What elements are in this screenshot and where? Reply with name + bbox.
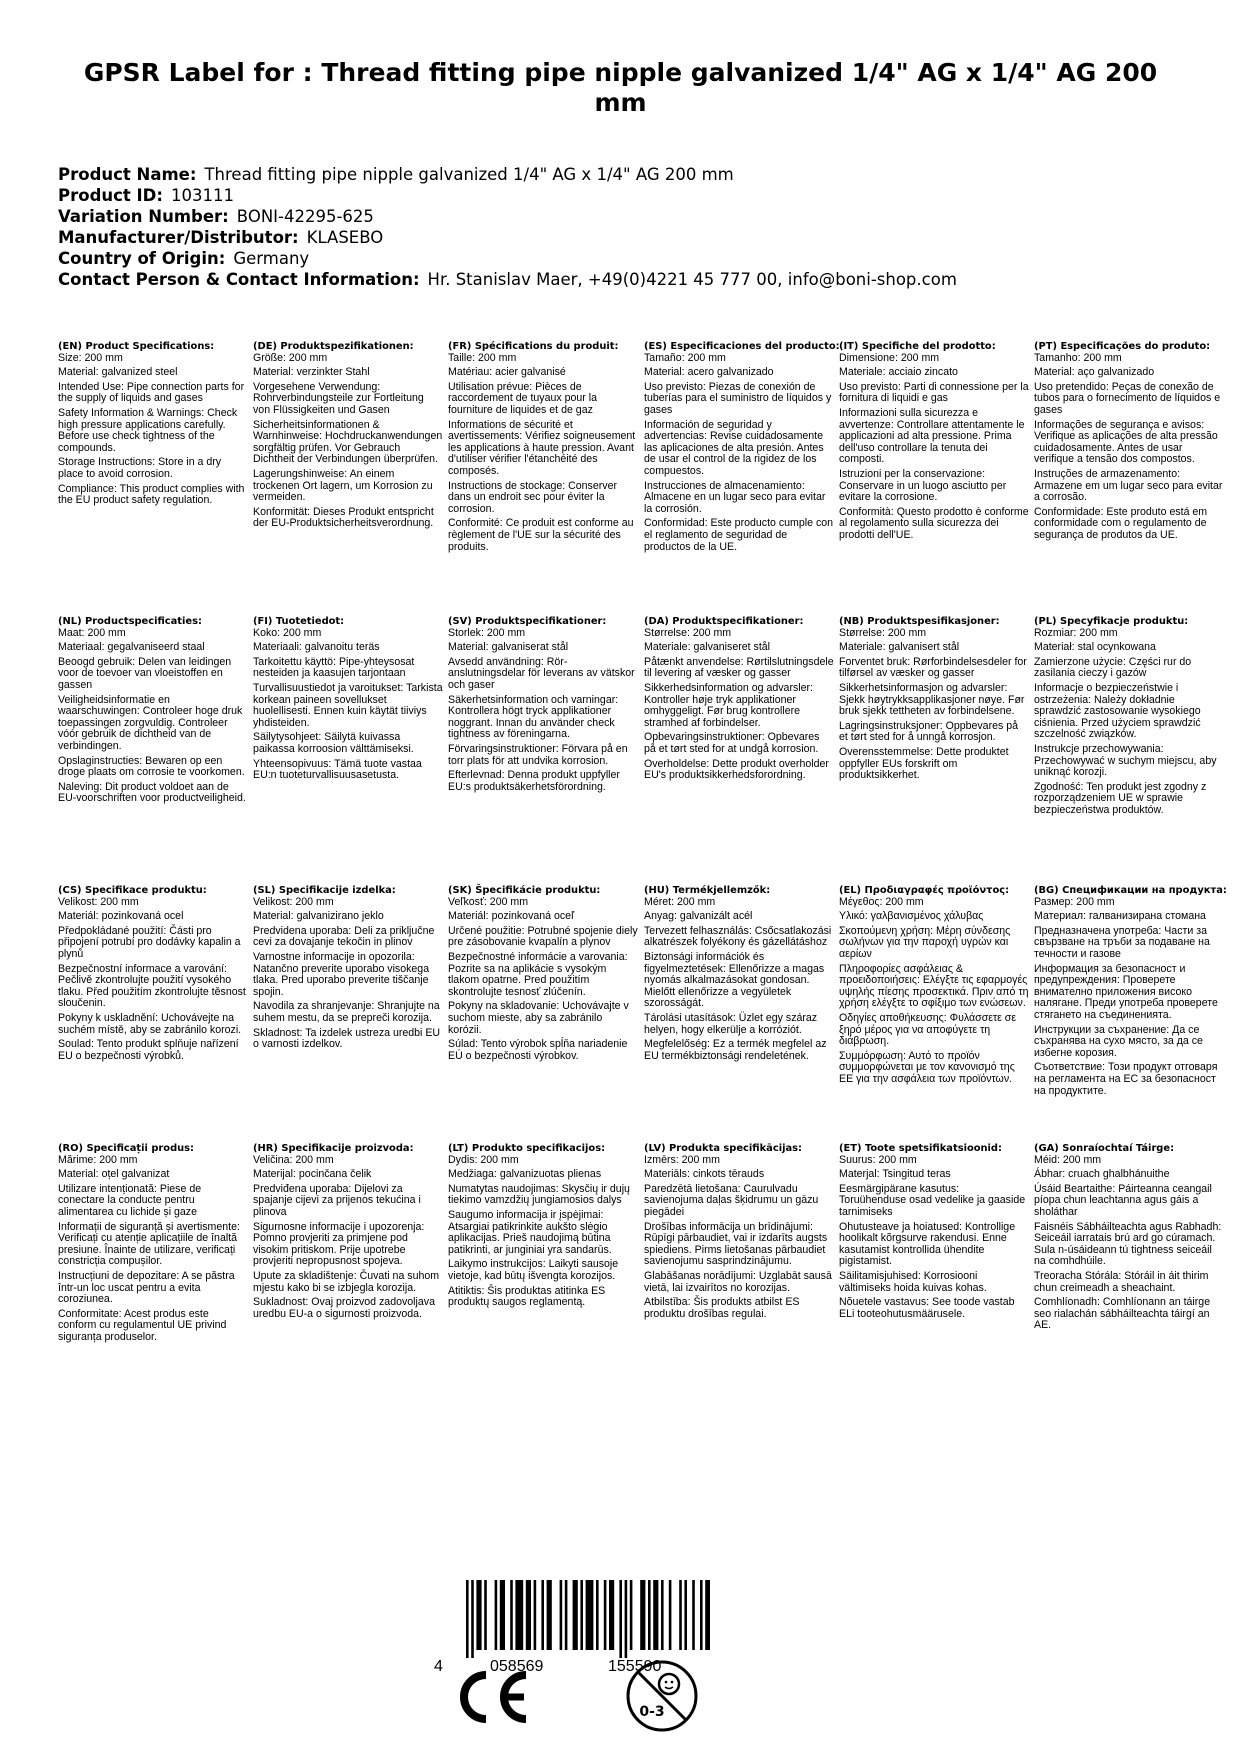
age-warning-icon — [624, 1658, 700, 1734]
spec-field: Drošības informācija un brīdinājumi: Rūpīgi pārbaudiet, vai ir izdarīts augsts spiediens. Pirms lietošanas pārbaudiet savienojumu sasprindzinājumu. — [644, 1220, 828, 1268]
spec-block-hu — [644, 885, 834, 1065]
spec-field: Material: galvanized steel — [58, 366, 178, 379]
spec-block-fr — [448, 341, 638, 556]
info-label: Variation Number: — [58, 207, 229, 226]
info-row-product-name — [58, 164, 1208, 185]
spec-field: Yhteensopivuus: Tämä tuote vastaa EU:n tuoteturvallisuusasetusta. — [253, 757, 422, 782]
spec-field: Πληροφορίες ασφάλειας & προειδοποιήσεις: Ελέγξτε τις εφαρμογές υψηλής πίεσης προσεκτικά. Πριν από τη χρήση ελέγξτε το σφίξιμο των ενώσεων. — [839, 962, 1029, 1010]
spec-field: Saugumo informacija ir įspėjimai: Atsargiai patikrinkite aukšto slėgio aplikacijas. Prieš naudojimą būtina patikrinti, ar junginiai yra sandarūs. — [448, 1208, 612, 1256]
spec-block-cs — [58, 885, 248, 1065]
spec-block-en — [58, 341, 248, 510]
spec-field: Lagerungshinweise: An einem trockenen Ort lagern, um Korrosion zu vermeiden. — [253, 467, 433, 504]
spec-field: Varnostne informacije in opozorila: Natančno preverite uporabo visokega tlaka. Pred uporabo preverite tiščanje spojin. — [253, 950, 430, 998]
barcode-bar — [679, 1580, 682, 1650]
barcode-bar — [609, 1580, 614, 1650]
spec-field: Conformité: Ce produit est conforme au règlement de l'UE sur la sécurité des produits. — [448, 517, 634, 553]
spec-heading: (ES) Especificaciones del producto: — [644, 341, 840, 352]
spec-field: Konformität: Dieses Produkt entspricht der EU-Produktsicherheitsverordnung. — [253, 505, 434, 530]
page-title: GPSR Label for : Thread fitting pipe nipple galvanized 1/4" AG x 1/4" AG 200 mm — [83, 58, 1158, 117]
spec-field: Beoogd gebruik: Delen van leidingen voor de toevoer van vloeistoffen en gassen — [58, 655, 232, 691]
spec-field: Lagringsinstruksjoner: Oppbevares på et tørt sted for å unngå korrosjon. — [839, 719, 1019, 744]
spec-field: Size: 200 mm — [58, 351, 123, 364]
spec-heading: (IT) Specifiche del prodotto: — [839, 341, 996, 352]
info-value: Thread fitting pipe nipple galvanized 1/4" AG x 1/4" AG 200 mm — [204, 165, 734, 184]
spec-block-es — [644, 341, 840, 556]
barcode-bar — [596, 1580, 599, 1650]
spec-field: Säilytysohjeet: Säilytä kuivassa paikassa korroosion välttämiseksi. — [253, 731, 414, 755]
spec-field: Overholdelse: Dette produkt overholder EU's produktsikkerhedsforordning. — [644, 757, 829, 782]
spec-heading: (PT) Especificações do produto: — [1034, 341, 1211, 352]
spec-field: Sikkerhedsinformation og advarsler: Kontroller høje tryk applikationer omhyggeligt. Før brug kontrollere stramhed af forbindelser. — [644, 681, 813, 729]
spec-field: Tarkoitettu käyttö: Pipe-yhteysosat nesteiden ja kaasujen tarjontaan — [253, 655, 415, 680]
spec-field: Faisnéis Sábháilteachta agus Rabhadh: Seiceáil iarratais brú ard go cúramach. Sula n-úsáideann tú tightness seiceáil na comhdhúile. — [1034, 1220, 1222, 1268]
spec-block-bg — [1034, 885, 1227, 1100]
spec-heading: (DE) Produktspezifikationen: — [253, 341, 414, 352]
spec-field: Megfelelőség: Ez a termék megfelel az EU termékbiztonsági rendeletének. — [644, 1038, 827, 1062]
spec-field: Vorgesehene Verwendung: Rohrverbindungsteile zur Fortleitung von Flüssigkeiten und Gasen — [253, 380, 424, 416]
spec-field: Storage Instructions: Store in a dry place to avoid corrosion. — [58, 456, 222, 480]
spec-block-fi — [253, 616, 443, 785]
spec-field: Nõuetele vastavus: See toode vastab ELi tooteohutusmäärusele. — [839, 1296, 1015, 1320]
barcode-bars — [464, 1580, 710, 1658]
spec-field: Säilitamisjuhised: Korrosiooni vältimiseks hoida kuivas kohas. — [839, 1269, 987, 1294]
spec-field: Comhlíonadh: Comhlíonann an táirge seo rialachán sábháilteachta táirgí an AE. — [1034, 1296, 1211, 1332]
spec-heading: (LT) Produkto specifikacijos: — [448, 1143, 606, 1154]
barcode-bar — [604, 1580, 607, 1650]
age-warning-label: 0-3 — [639, 1704, 665, 1720]
barcode-bar — [484, 1580, 487, 1650]
info-label: Product ID: — [58, 186, 163, 205]
spec-field: Informations de sécurité et avertissements: Vérifiez soigneusement les applications à haute pression. Avant d'utiliser vérifier l'étanchéité des composés. — [448, 418, 636, 477]
barcode-bar — [560, 1580, 563, 1650]
spec-field: Velikost: 200 mm — [253, 895, 334, 908]
spec-heading: (SK) Špecifikácie produktu: — [448, 885, 601, 896]
spec-field: Numatytas naudojimas: Skysčių ir dujų tiekimo vamzdžių jungiamosios dalys — [448, 1182, 630, 1207]
spec-field: Materiale: galvaniseret stål — [644, 641, 771, 654]
spec-field: Conformitate: Acest produs este conform cu regulamentul UE privind siguranța produselor. — [58, 1307, 227, 1343]
spec-field: Atbilstība: Šis produkts atbilst ES produktu drošības regulai. — [644, 1296, 800, 1320]
spec-block-et — [839, 1143, 1029, 1323]
barcode-bar — [705, 1580, 710, 1650]
spec-field: Bezpečnostné informácie a varovania: Pozrite sa na aplikácie s vysokým tlakom opatrne. Pred použitím skontrolujte tesnosť zlúčenín. — [448, 950, 628, 998]
spec-field: Mărime: 200 mm — [58, 1153, 138, 1166]
spec-field: Zamierzone użycie: Części rur do zasilania cieczy i gazów — [1034, 655, 1192, 680]
spec-field: Υλικό: γαλβανισμένος χάλυβας — [839, 910, 984, 923]
spec-field: Overensstemmelse: Dette produktet oppfyller EUs forskrift om produktsikkerhet. — [839, 745, 1009, 782]
spec-field: Informații de siguranță și avertismente: Verificați cu atenție aplicațiile de înaltă presiune. Înainte de utilizare, verificați constricția compușilor. — [58, 1220, 240, 1268]
spec-field: Material: aço galvanizado — [1034, 366, 1155, 379]
barcode-digits-left: 058569 — [490, 1658, 544, 1675]
spec-field: Material: galvanizirano jeklo — [253, 910, 384, 923]
spec-field: Súlad: Tento výrobok spĺňa nariadenie EÚ o bezpečnosti výrobkov. — [448, 1038, 628, 1062]
spec-field: Размер: 200 mm — [1034, 895, 1115, 908]
spec-field: Turvallisuustiedot ja varoitukset: Tarkista korkean paineen sovellukset huolellisesti. Ennen kuin käytät tiiviys yhdisteiden. — [253, 681, 443, 729]
spec-field: Предназначена употреба: Части за свързване на тръби за подаване на течности и газове — [1034, 924, 1210, 960]
spec-field: Materiaali: galvanoitu teräs — [253, 641, 380, 654]
spec-field: Pokyny k uskladnění: Uchovávejte na suchém místě, aby se zabránilo korozi. — [58, 1011, 242, 1036]
spec-field: Laikymo instrukcijos: Laikyti sausoje vietoje, kad būtų išvengta korozijos. — [448, 1258, 619, 1282]
spec-field: Uso previsto: Piezas de conexión de tuberías para el suministro de líquidos y gases — [644, 380, 832, 416]
spec-field: Úsáid Beartaithe: Páirteanna ceangail píopa chun leachtanna agus gáis a sholáthar — [1034, 1182, 1212, 1218]
spec-field: Информация за безопасност и предупреждения: Проверете внимателно приложения високо налягане. Преди употреба проверете стягането на съединенията. — [1034, 962, 1218, 1021]
spec-heading: (NL) Productspecificaties: — [58, 616, 202, 627]
spec-field: Tamaño: 200 mm — [644, 351, 726, 364]
info-label: Product Name: — [58, 165, 197, 184]
spec-field: Uso previsto: Parti di connessione per la fornitura di liquidi e gas — [839, 380, 1029, 405]
spec-field: Naleving: Dit product voldoet aan de EU-voorschriften voor productveiligheid. — [58, 780, 246, 805]
barcode-bar — [648, 1580, 651, 1650]
spec-field: Eesmärgipärane kasutus: Toruühenduse osad vedelike ja gaaside tarnimiseks — [839, 1182, 1026, 1218]
spec-block-ro — [58, 1143, 248, 1347]
spec-heading: (CS) Specifikace produktu: — [58, 885, 207, 896]
spec-field: Medžiaga: galvanizuotas plienas — [448, 1168, 602, 1181]
spec-field: Materiale: galvanisert stål — [839, 641, 960, 654]
spec-field: Suurus: 200 mm — [839, 1153, 917, 1166]
barcode-bar — [669, 1580, 672, 1650]
spec-field: Veličina: 200 mm — [253, 1153, 334, 1166]
spec-field: Förvaringsinstruktioner: Förvara på en torr plats för att undvika korrosion. — [448, 742, 628, 767]
spec-field: Инструкции за съхранение: Да се съхранява на сухо място, за да се избегне корозия. — [1034, 1023, 1203, 1059]
spec-block-de — [253, 341, 443, 533]
barcode-bar — [515, 1580, 523, 1650]
spec-block-lt — [448, 1143, 638, 1312]
spec-field: Opbevaringsinstruktioner: Opbevares på et tørt sted for at undgå korrosion. — [644, 731, 820, 755]
spec-field: Opslaginstructies: Bewaren op een droge plaats om corrosie te voorkomen. — [58, 754, 245, 779]
spec-field: Tárolási utasítások: Üzlet egy száraz helyen, hogy elkerülje a korróziót. — [644, 1011, 818, 1036]
barcode-bar — [510, 1580, 513, 1650]
info-label: Manufacturer/Distributor: — [58, 228, 299, 247]
spec-block-sv — [448, 616, 638, 796]
spec-field: Taille: 200 mm — [448, 351, 517, 364]
info-row-contact — [58, 269, 1208, 290]
barcode-bar — [526, 1580, 531, 1650]
spec-field: Instrucțiuni de depozitare: A se păstra într-un loc uscat pentru a evita coroziunea. — [58, 1269, 235, 1306]
spec-field: Informazioni sulla sicurezza e avvertenze: Controllare attentamente le applicazioni ad alta pressione. Prima dell'uso controllare la tenuta dei composti. — [839, 406, 1025, 466]
spec-field: Συμμόρφωση: Αυτό το προϊόν συμμορφώνεται με τον κανονισμό της ΕΕ για την ασφάλεια των προϊόντων. — [839, 1049, 1015, 1085]
spec-field: Съответствие: Този продукт отговаря на регламента на ЕС за безопасност на продуктите. — [1034, 1061, 1218, 1097]
spec-field: Материал: галванизирана стомана — [1034, 910, 1206, 923]
spec-field: Størrelse: 200 mm — [839, 626, 927, 639]
spec-field: Säkerhetsinformation och varningar: Kontrollera högt tryck applikationer noggrant. Innan du använder check tightness av föreningarna. — [448, 693, 619, 741]
barcode-digits-right: 155590 — [608, 1658, 662, 1675]
spec-field: Materjal: Tsingitud teras — [839, 1168, 951, 1181]
spec-field: Materiál: pozinkovaná oceľ — [448, 910, 575, 923]
spec-block-hr — [253, 1143, 443, 1323]
info-value: KLASEBO — [306, 228, 384, 247]
spec-field: Conformidade: Este produto está em conformidade com o regulamento de segurança de produtos da UE. — [1034, 505, 1208, 541]
spec-heading: (FR) Spécifications du produit: — [448, 341, 619, 352]
spec-field: Storlek: 200 mm — [448, 626, 526, 639]
spec-heading: (FI) Tuotetiedot: — [253, 616, 345, 627]
spec-field: Glabāšanas norādījumi: Uzglabāt sausā vietā, lai izvairītos no korozijas. — [644, 1269, 832, 1294]
spec-field: Tamanho: 200 mm — [1034, 351, 1122, 364]
spec-field: Treoracha Stórála: Stóráil in áit thirim chun creimeadh a sheachaint. — [1034, 1269, 1209, 1294]
spec-field: Izmērs: 200 mm — [644, 1153, 720, 1166]
info-label: Country of Origin: — [58, 249, 226, 268]
barcode-bar — [565, 1580, 568, 1650]
spec-field: Pokyny na skladovanie: Uchovávajte v suchom mieste, aby sa zabránilo korózii. — [448, 1000, 629, 1036]
barcode-bar — [573, 1580, 578, 1650]
spec-block-da — [644, 616, 834, 785]
spec-field: Materiale: acciaio zincato — [839, 366, 958, 379]
spec-field: Safety Information & Warnings: Check high pressure applications carefully. Before use check tightness of the compounds. — [58, 406, 238, 454]
spec-field: Conformità: Questo prodotto è conforme al regolamento sulla sicurezza dei prodotti dell'UE. — [839, 505, 1029, 541]
spec-field: Intended Use: Pipe connection parts for the supply of liquids and gases — [58, 380, 245, 405]
spec-heading: (EL) Προδιαγραφές προϊόντος: — [839, 885, 1010, 896]
barcode-bar — [640, 1580, 645, 1650]
spec-field: Informações de segurança e avisos: Verifique as aplicações de alta pressão cuidadosamente. Antes de usar verifique a tensão dos compostos. — [1034, 418, 1218, 466]
spec-field: Predviđena uporaba: Dijelovi za spajanje cijevi za prijenos tekućina i plinova — [253, 1182, 421, 1218]
spec-field: Größe: 200 mm — [253, 351, 328, 364]
barcode-bar — [466, 1580, 469, 1658]
barcode-bar — [580, 1580, 583, 1650]
spec-field: Sigurnosne informacije i upozorenja: Pomno provjeriti za primjene pod visokim pritiskom. Prije upotrebe provjeriti nepropusnost spojeva. — [253, 1220, 425, 1268]
spec-field: Utilizare intenționată: Piese de conectare la conducte pentru alimentarea cu lichide și gaze — [58, 1182, 202, 1218]
barcode-bar — [541, 1580, 544, 1650]
barcode-bar — [619, 1580, 622, 1658]
product-info — [58, 164, 1208, 290]
spec-field: Sukladnost: Ovaj proizvod zadovoljava uredbu EU-a o sigurnosti proizvoda. — [253, 1296, 435, 1320]
spec-block-nb — [839, 616, 1029, 785]
barcode-bar — [547, 1580, 552, 1650]
spec-field: Matériau: acier galvanisé — [448, 366, 566, 379]
spec-block-it — [839, 341, 1029, 545]
spec-field: Méid: 200 mm — [1034, 1153, 1102, 1166]
barcode-digit-first: 4 — [434, 1658, 443, 1675]
spec-field: Tervezett felhasználás: Csőcsatlakozási alkatrészek folyékony és gázellátáshoz — [644, 924, 832, 949]
barcode-bar — [500, 1580, 505, 1650]
spec-field: Istruzioni per la conservazione: Conservare in un luogo asciutto per evitare la corrosione. — [839, 467, 1007, 504]
spec-field: Materiál: pozinkovaná ocel — [58, 910, 184, 923]
spec-field: Zgodność: Ten produkt jest zgodny z rozporządzeniem UE w sprawie bezpieczeństwa produktów. — [1034, 780, 1207, 816]
spec-field: Skladnost: Ta izdelek ustreza uredbi EU o varnosti izdelkov. — [253, 1026, 441, 1051]
spec-field: Velikost: 200 mm — [58, 895, 139, 908]
spec-field: Sicherheitsinformationen & Warnhinweise: Hochdruckanwendungen sorgfältig prüfen. Vor Gebrauch Dichtheit der Verbindungen überprüfen. — [253, 418, 443, 466]
barcode-bar — [534, 1580, 537, 1650]
spec-heading: (EN) Product Specifications: — [58, 341, 215, 352]
spec-block-el — [839, 885, 1029, 1089]
spec-field: Materijal: pocinčana čelik — [253, 1168, 372, 1181]
spec-heading: (HR) Specifikacije proizvoda: — [253, 1143, 414, 1154]
info-row-product-id — [58, 185, 1208, 206]
spec-heading: (PL) Specyfikacje produktu: — [1034, 616, 1189, 627]
info-row-variation-number — [58, 206, 1208, 227]
spec-field: Materiāls: cinkots tērauds — [644, 1168, 765, 1181]
info-value: 103111 — [170, 186, 234, 205]
info-row-manufacturer — [58, 227, 1208, 248]
spec-block-pl — [1034, 616, 1224, 820]
spec-heading: (HU) Termékjellemzők: — [644, 885, 771, 896]
spec-block-nl — [58, 616, 248, 808]
barcode-bar — [684, 1580, 687, 1650]
spec-field: Material: oțel galvanizat — [58, 1168, 170, 1181]
spec-field: Materiał: stal ocynkowana — [1034, 641, 1156, 654]
spec-field: Paredzētā lietošana: Caurulvadu savienojuma daļas šķidrumu un gāzu piegādei — [644, 1182, 819, 1218]
barcode-bar — [625, 1580, 628, 1658]
barcode-bar — [476, 1580, 481, 1650]
spec-field: Určené použitie: Potrubné spojenie diely pre zásobovanie kvapalín a plynov — [448, 924, 638, 949]
spec-field: Material: verzinkter Stahl — [253, 366, 370, 379]
spec-field: Compliance: This product complies with the EU product safety regulation. — [58, 482, 245, 507]
spec-field: Méret: 200 mm — [644, 895, 716, 908]
spec-heading: (NB) Produktspesifikasjoner: — [839, 616, 1000, 627]
spec-field: Material: acero galvanizado — [644, 366, 774, 379]
spec-field: Instrucciones de almacenamiento: Almacene en un lugar seco para evitar la corrosión. — [644, 479, 826, 515]
spec-block-pt — [1034, 341, 1224, 545]
spec-heading: (LV) Produkta specifikācijas: — [644, 1143, 802, 1154]
spec-field: Upute za skladištenje: Čuvati na suhom mjestu kako bi se izbjegla korozija. — [253, 1269, 440, 1294]
spec-heading: (ET) Toote spetsifikatsioonid: — [839, 1143, 1002, 1154]
spec-field: Sikkerhetsinformasjon og advarsler: Sjekk høytrykksapplikasjoner nøye. Før bruk sjekk tettheten av forbindelsene. — [839, 681, 1025, 718]
info-value: BONI-42295-625 — [236, 207, 374, 226]
spec-field: Předpokládané použití: Části pro připojení potrubí pro dodávky kapalin a plynů — [58, 924, 241, 960]
spec-field: Οδηγίες αποθήκευσης: Φυλάσσετε σε ξηρό μέρος για να αποφύγετε τη διάβρωση. — [839, 1011, 1017, 1048]
spec-heading: (BG) Спецификации на продукта: — [1034, 885, 1227, 896]
spec-field: Påtænkt anvendelse: Rørtilslutningsdele til levering af væsker og gasser — [644, 655, 834, 680]
spec-field: Atitiktis: Šis produktas atitinka ES produktų saugos reglamentą. — [448, 1284, 606, 1309]
spec-field: Σκοπούμενη χρήση: Μέρη σύνδεσης σωλήνων για την παροχή υγρών και αερίων — [839, 924, 1011, 960]
spec-field: Conformidad: Este producto cumple con el reglamento de seguridad de productos de la UE. — [644, 517, 834, 553]
spec-block-ga — [1034, 1143, 1224, 1335]
spec-field: Maat: 200 mm — [58, 626, 126, 639]
spec-field: Instructions de stockage: Conserver dans un endroit sec pour éviter la corrosion. — [448, 479, 617, 515]
barcode-bar — [495, 1580, 498, 1650]
info-value: Germany — [233, 249, 310, 268]
spec-field: Instruções de armazenamento: Armazene em um lugar seco para evitar a corrosão. — [1034, 467, 1223, 504]
info-row-country-of-origin — [58, 248, 1208, 269]
barcode-bar — [661, 1580, 664, 1650]
spec-field: Uso pretendido: Peças de conexão de tubos para o fornecimento de líquidos e gases — [1034, 380, 1221, 416]
spec-field: Predvidena uporaba: Deli za priključne cevi za dovajanje tekočin in plinov — [253, 924, 435, 949]
spec-field: Koko: 200 mm — [253, 626, 322, 639]
spec-heading: (SV) Produktspecifikationer: — [448, 616, 607, 627]
barcode-bar — [586, 1580, 594, 1650]
barcode-bar — [653, 1580, 658, 1650]
spec-field: Soulad: Tento produkt splňuje nařízení EU o bezpečnosti výrobků. — [58, 1038, 239, 1062]
spec-field: Informacje o bezpieczeństwie i ostrzeżenia: Należy dokładnie sprawdzić zastosowanie wysokiego ciśnienia. Przed użyciem sprawdzić szczelność związków. — [1034, 681, 1201, 741]
barcode-bar — [700, 1580, 703, 1650]
spec-field: Dimensione: 200 mm — [839, 351, 940, 364]
spec-field: Veiligheidsinformatie en waarschuwingen: Controleer hoge druk toepassingen zorgvuldig. Controleer vóór gebruik de dichtheid van de verbindingen. — [58, 693, 243, 752]
spec-field: Μέγεθος: 200 mm — [839, 895, 924, 908]
spec-heading: (GA) Sonraíochtaí Táirge: — [1034, 1143, 1175, 1154]
spec-field: Ábhar: cruach ghalbhánuithe — [1034, 1168, 1170, 1181]
barcode-bar — [471, 1580, 474, 1658]
spec-field: Rozmiar: 200 mm — [1034, 626, 1118, 639]
info-value: Hr. Stanislav Maer, +49(0)4221 45 777 00, info@boni-shop.com — [427, 270, 957, 289]
barcode-bar — [692, 1580, 695, 1650]
barcode-bar — [630, 1580, 633, 1650]
spec-field: Navodila za shranjevanje: Shranjujte na suhem mestu, da se prepreči korozija. — [253, 1000, 440, 1024]
spec-field: Bezpečnostní informace a varování: Pečlivě zkontrolujte použití vysokého tlaku. Před použitím zkontrolujte těsnost sloučenin. — [58, 962, 246, 1010]
spec-block-lv — [644, 1143, 834, 1323]
spec-block-sk — [448, 885, 638, 1065]
spec-field: Material: galvaniserat stål — [448, 641, 569, 654]
spec-heading: (RO) Specificații produs: — [58, 1143, 194, 1154]
spec-field: Información de seguridad y advertencias: Revise cuidadosamente las aplicaciones de alta presión. Antes de usar el control de la rigidez de los compuestos. — [644, 418, 824, 477]
spec-field: Utilisation prévue: Pièces de raccordement de tuyaux pour la fourniture de liquides et de gaz — [448, 380, 597, 416]
spec-field: Veľkosť: 200 mm — [448, 895, 529, 908]
spec-heading: (DA) Produktspecifikationer: — [644, 616, 804, 627]
spec-field: Anyag: galvanizált acél — [644, 910, 753, 923]
spec-field: Forventet bruk: Rørforbindelsesdeler for tilførsel av væsker og gasser — [839, 655, 1027, 680]
spec-field: Dydis: 200 mm — [448, 1153, 519, 1166]
ce-mark-icon — [450, 1667, 532, 1727]
spec-field: Instrukcje przechowywania: Przechowywać w suchym miejscu, aby uniknąć korozji. — [1034, 742, 1217, 779]
spec-field: Efterlevnad: Denna produkt uppfyller EU:s produktsäkerhetsförordning. — [448, 769, 620, 793]
spec-field: Materiaal: gegalvaniseerd staal — [58, 641, 205, 654]
spec-heading: (SL) Specifikacije izdelka: — [253, 885, 396, 896]
info-label: Contact Person & Contact Information: — [58, 270, 420, 289]
spec-field: Størrelse: 200 mm — [644, 626, 732, 639]
spec-field: Avsedd användning: Rör-anslutningsdelar för leverans av vätskor och gaser — [448, 655, 635, 691]
spec-field: Biztonsági információk és figyelmeztetések: Ellenőrizze a magas nyomás alkalmazásokat gondosan. Mielőtt ellenőrizze a vegyületek szorosságát. — [644, 950, 825, 1010]
spec-field: Ohutusteave ja hoiatused: Kontrollige hoolikalt kõrgsurve rakendusi. Enne kasutamist kontrollida ühendite pigistamist. — [839, 1220, 1016, 1268]
spec-block-sl — [253, 885, 443, 1054]
